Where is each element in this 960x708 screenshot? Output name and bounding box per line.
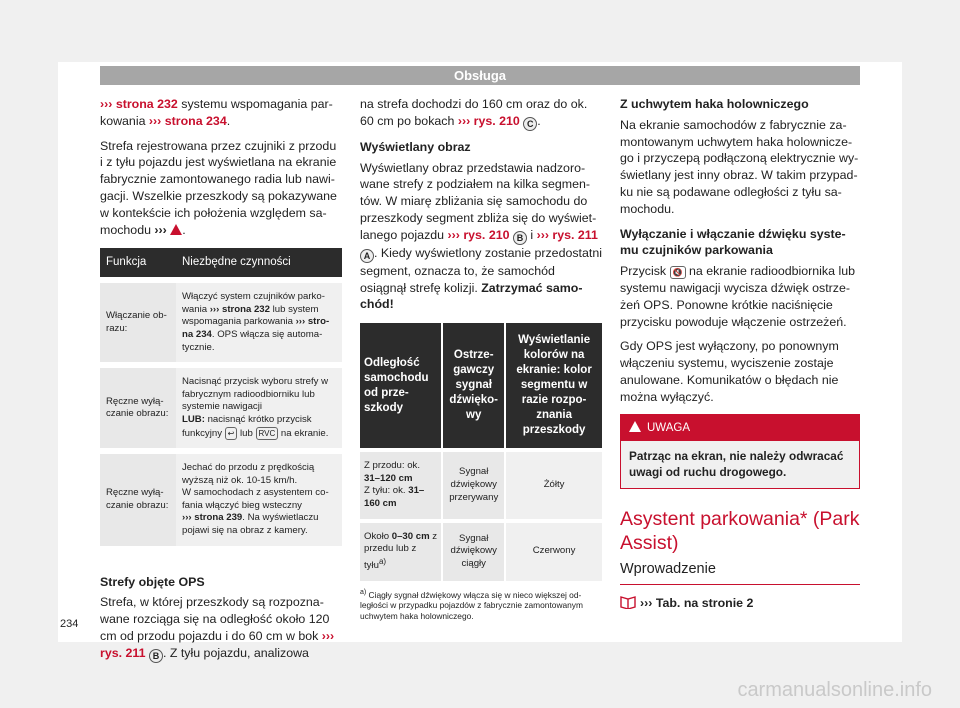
- column-2: [360, 96, 602, 630]
- heading-hak: Z uchwytem haka holowniczego: [620, 97, 809, 111]
- paragraph-zone: Strefa rejestrowana przez czujniki z przodu i z tyłu pojazdu jest wyświetlana na ekranie fabrycznie zamontowanego radia lub nawigacji. Wszelkie przeszkody są pokazywane w kontekście ich położenia względem samochodu ››› .: [100, 138, 337, 237]
- table-header: Wyświetlanie kolorów na ekranie: kolor segmentu w razie rozpoznania przeszkody: [505, 323, 602, 450]
- rvc-key: RVC: [256, 427, 279, 440]
- callout-b: B: [513, 231, 527, 245]
- table-header: Niezbędne czynności: [176, 248, 342, 280]
- sub-title: Wprowadzenie: [620, 561, 860, 585]
- link-rys-211[interactable]: rys. 211: [552, 227, 598, 242]
- tab-reference[interactable]: ››› Tab. na stronie 2: [620, 595, 860, 612]
- book-icon: [620, 595, 636, 609]
- paragraph-obraz: Wyświetlany obraz przedstawia nadzorowane strefy z podziałem na kilka segmentów. W miarę zbliżania się samochodu do przeszkody segment zbliża się do wyświetlanego pojazdu ››› rys. 210 B i ››› rys. 211 A . Kiedy wyświetlony zostanie przedostatni segment, oznacza to, że samochód osiągnął strefę kolizji. Zatrzymać samochód!: [360, 160, 602, 312]
- callout-b: B: [149, 649, 163, 663]
- distance-table: [360, 323, 602, 580]
- link-strona-234[interactable]: strona 234: [164, 113, 227, 128]
- mute-icon: 🔇: [670, 266, 686, 279]
- table-header: Ostrzegawczy sygnał dźwiękowy: [442, 323, 505, 450]
- link-rys-211[interactable]: rys. 211: [100, 645, 146, 660]
- section-title: Asystent parkowania* (Park Assist): [620, 508, 860, 555]
- paragraph-ops: Gdy OPS jest wyłączony, po ponownym włączeniu systemu, wyciszenie zostaje anulowane. Komunikatów o błędach nie można wyłączyć.: [620, 339, 839, 404]
- paragraph-dzwiek: Przycisk 🔇 na ekranie radioodbiornika lub systemu nawigacji wycisza dźwięk ostrzeżeń OPS. Ponowne krótkie naciśnięcie przycisku powoduje włączenie ostrzeżeń.: [620, 264, 855, 329]
- warning-icon: [629, 421, 641, 432]
- page-number: 234: [60, 618, 79, 630]
- column-1: [100, 96, 342, 671]
- link-strona-239[interactable]: strona 239: [194, 512, 243, 524]
- link-strona-232[interactable]: strona 232: [115, 97, 178, 111]
- heading-dzwiek: Wyłączanie i włączanie dźwięku systemu czujników parkowania: [620, 226, 846, 258]
- table-header: Funkcja: [100, 248, 176, 280]
- watermark: carmanualsonline.info: [737, 679, 932, 701]
- table-row: Około 0–30 cm z przedu lub z tyłu$^{a)}$ Sygnał dźwiękowy ciągły Czerwony: [360, 521, 602, 581]
- back-arrow-icon: ↩: [225, 427, 238, 440]
- link-rys-210[interactable]: rys. 210: [463, 227, 510, 242]
- table-row: Z przodu: ok. 31–120 cm Z tyłu: ok. 31–160 cm Sygnał dźwiękowy przerywany Żółty: [360, 450, 602, 520]
- callout-c: C: [523, 117, 537, 131]
- table-row: Włączanie obrazu: Włączyć system czujników parkowania ››› strona 232 lub system wspomagania parkowania ››› strona 234. OPS włącza się automatycznie.: [100, 280, 342, 365]
- paragraph-strefy: Strefa, w której przeszkody są rozpoznawane rozciąga się na odległość około 120 cm od przodu pojazdu i do 60 cm w bok ››› rys. 211 B . Z tyłu pojazdu, analizowa: [100, 595, 335, 661]
- footnote: $^{a)}$ Ciągły sygnał dźwiękowy włącza się w nieco większej odległości w przypadku pojazdów z fabrycznie zamontowanym uchwytem haka holowniczego.: [360, 588, 583, 622]
- callout-a: A: [360, 249, 374, 263]
- link-strona-234[interactable]: strona 234: [182, 316, 330, 340]
- warning-box: UWAGA Patrząc na ekran, nie należy odwracać uwagi od ruchu drogowego.: [620, 414, 860, 490]
- paragraph-hak: Na ekranie samochodów z fabrycznie zamontowanym uchwytem haka holowniczego i przyczepą podłączoną elektrycznie wyświetlany jest inny obraz. W takim przypadku nie są podawane odległości z tyłu samochodu.: [620, 117, 859, 216]
- table-row: Ręczne wyłączanie obrazu: Jechać do przodu z prędkością wyższą niż ok. 10-15 km/h. W samochodach z asystentem cofania włączyć bieg wsteczny ››› strona 239. Na wyświetlaczu pojawi się na obraz z kamery.: [100, 451, 342, 546]
- link-strona-232[interactable]: strona 232: [221, 303, 270, 315]
- warning-icon[interactable]: [170, 224, 182, 235]
- page-header: Obsługa: [100, 66, 860, 85]
- table-header: Odległość samochodu od przeszkody: [360, 323, 442, 450]
- table-row: Ręczne wyłączanie obrazu: Nacisnąć przycisk wyboru strefy w fabrycznym radioodbiorniku lub systemie nawigacji LUB: nacisnąć krótko przycisk funkcyjny ↩ lub RVC na ekranie.: [100, 365, 342, 451]
- heading-obraz: Wyświetlany obraz: [360, 139, 471, 154]
- column-3: [620, 96, 860, 620]
- function-table: [100, 248, 342, 545]
- link-rys-210[interactable]: rys. 210: [473, 113, 520, 128]
- paragraph-ref: ››› strona 232 systemu wspomagania parkowania ››› strona 234.: [100, 97, 333, 128]
- heading-strefy: Strefy objęte OPS: [100, 574, 205, 589]
- paragraph-strefa: na strefa dochodzi do 160 cm oraz do ok. 60 cm po bokach ››› rys. 210 C .: [360, 97, 588, 129]
